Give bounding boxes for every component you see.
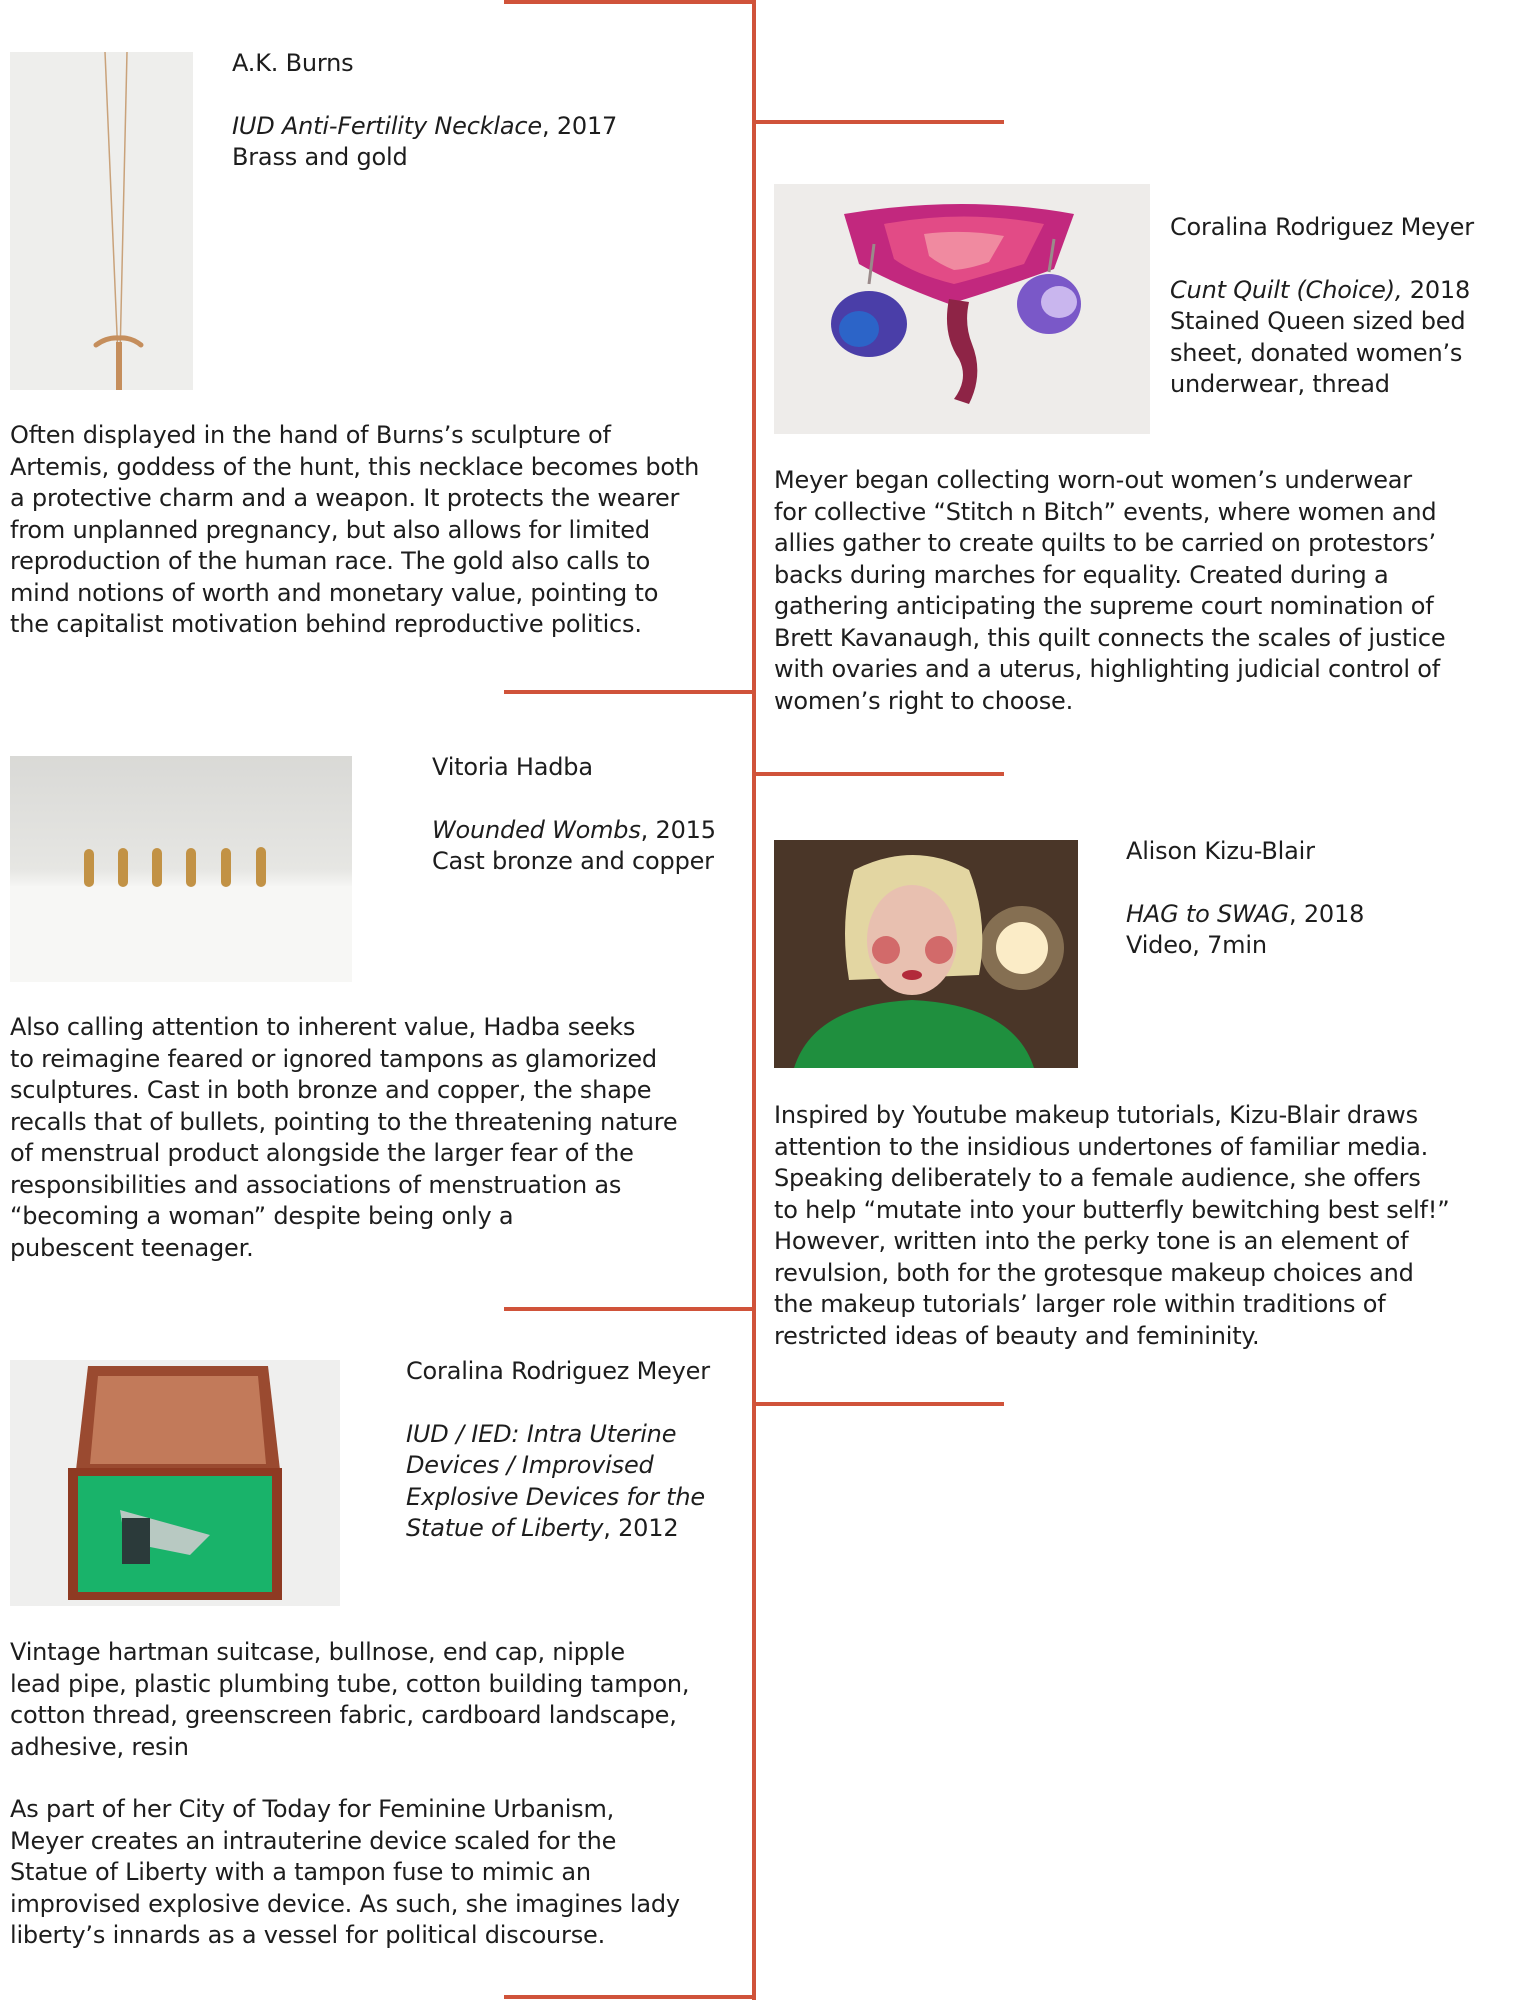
timeline-branch xyxy=(504,690,754,694)
artwork-title: Wounded Wombs xyxy=(432,815,641,844)
quilt-artwork-image xyxy=(774,184,1150,434)
artist-name: Coralina Rodriguez Meyer xyxy=(1170,213,1474,241)
iud-ied-caption xyxy=(406,1356,710,1545)
hadba-description: Also calling attention to inherent value, Hadba seeks to reimagine feared or ignored tampons as glamorized sculptures. Cast in both bronze and copper, the shape recalls that of bullets, pointing to the threatening nature of menstrual product alongside the larger fear of the responsibilities and associations of menstruation as “becoming a woman” despite being only a pubescent teenager. xyxy=(10,1013,678,1262)
artwork-medium: Stained Queen sized bed sheet, donated women’s underwear, thread xyxy=(1170,307,1466,398)
hag-to-swag-video-still xyxy=(774,840,1078,1068)
artwork-medium: Video, 7min xyxy=(1126,931,1267,959)
necklace-artwork-image xyxy=(10,52,193,390)
artist-name: Coralina Rodriguez Meyer xyxy=(406,1357,710,1385)
artist-name: Vitoria Hadba xyxy=(432,753,593,781)
artwork-year: , 2017 xyxy=(541,111,618,140)
kizu-blair-description: Inspired by Youtube makeup tutorials, Kizu-Blair draws attention to the insidious undertones of familiar media. Speaking deliberately to a female audience, she offers to help “mutate into your butterfly bewitching best self!” However, written into the perky tone is an element of revulsion, both for the grotesque makeup choices and the makeup tutorials’ larger role within traditions of restricted ideas of beauty and femininity. xyxy=(774,1101,1450,1350)
timeline-branch xyxy=(754,120,1004,124)
artwork-year: 2018 xyxy=(1402,275,1471,304)
timeline-branch xyxy=(504,0,754,4)
artwork-year: , 2015 xyxy=(640,815,716,844)
burns-description: Often displayed in the hand of Burns’s sculpture of Artemis, goddess of the hunt, this necklace becomes both a protective charm and a weapon. It protects the wearer from unplanned pregnancy, but also allows for limited reproduction of the human race. The gold also calls to mind notions of worth and monetary value, pointing to the capitalist motivation behind reproductive politics. xyxy=(10,421,700,638)
artwork-title: Cunt Quilt (Choice), xyxy=(1170,275,1403,304)
iud-ied-medium: Vintage hartman suitcase, bullnose, end cap, nipple lead pipe, plastic plumbing tube, cotton building tampon, cotton thread, greenscreen fabric, cardboard landscape, adhesive, resin xyxy=(10,1638,690,1761)
timeline-branch xyxy=(754,772,1004,776)
timeline-branch xyxy=(504,1307,754,1311)
timeline-spine xyxy=(752,0,756,2000)
artist-name: A.K. Burns xyxy=(232,49,354,77)
quilt-description: Meyer began collecting worn-out women’s underwear for collective “Stitch n Bitch” events, where women and allies gather to create quilts to be carried on protestors’ backs during marches for equality. Created during a gathering anticipating the supreme court nomination of Brett Kavanaugh, this quilt connects the scales of justice with ovaries and a uterus, highlighting judicial control of women’s right to choose. xyxy=(774,466,1446,715)
kizu-blair-caption xyxy=(1126,836,1364,962)
iud-ied-description: As part of her City of Today for Feminine Urbanism, Meyer creates an intrauterine device scaled for the Statue of Liberty with a tampon fuse to mimic an improvised explosive device. As such, she imagines lady liberty’s innards as a vessel for political discourse. xyxy=(10,1795,680,1949)
artwork-year: , 2012 xyxy=(603,1514,679,1542)
artwork-title: IUD Anti-Fertility Necklace xyxy=(232,111,542,140)
quilt-caption xyxy=(1170,212,1474,401)
timeline-branch xyxy=(754,1402,1004,1406)
hadba-caption xyxy=(432,752,716,878)
artwork-title: HAG to SWAG xyxy=(1126,899,1289,928)
artwork-medium: Brass and gold xyxy=(232,143,408,171)
wombs-artwork-image xyxy=(10,756,352,982)
artwork-medium: Cast bronze and copper xyxy=(432,847,714,875)
artwork-year: , 2018 xyxy=(1289,899,1365,928)
timeline-branch xyxy=(504,1995,754,1999)
artist-name: Alison Kizu-Blair xyxy=(1126,837,1315,865)
artwork-title: IUD / IED: Intra Uterine Devices / Improvised Explosive Devices for the Statue of Liberty xyxy=(406,1419,705,1542)
suitcase-artwork-image xyxy=(10,1360,340,1606)
burns-caption xyxy=(232,48,617,174)
